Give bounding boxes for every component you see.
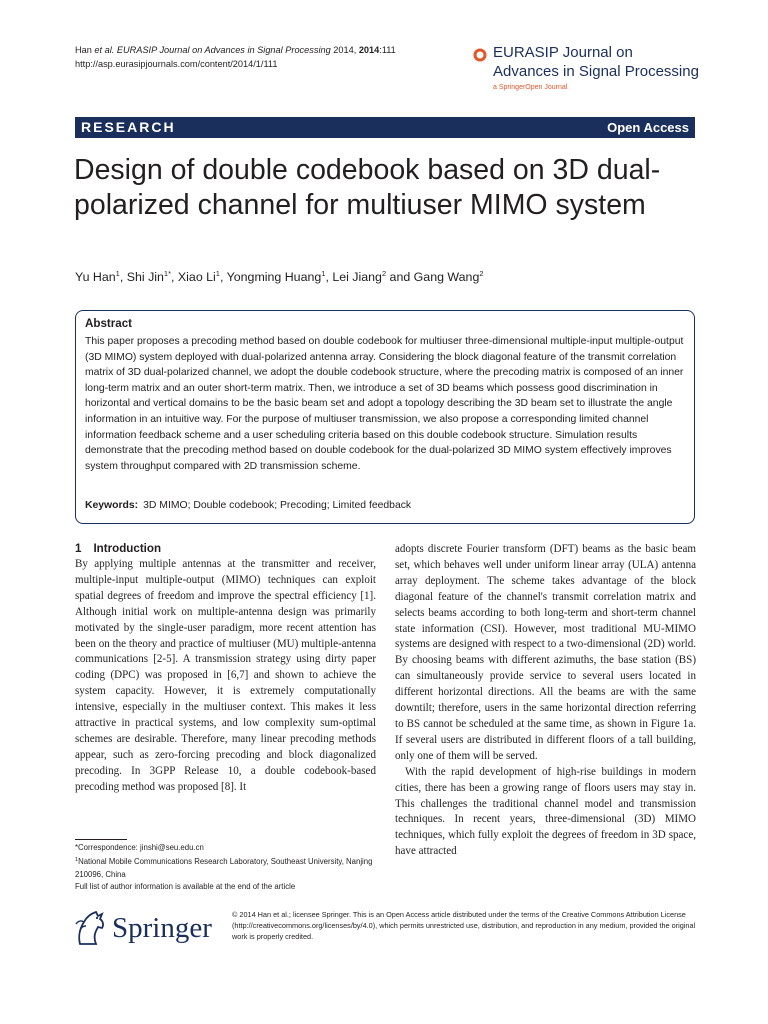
footnotes: [75, 842, 381, 894]
body-column-right: [395, 542, 696, 860]
section-heading: [75, 542, 161, 555]
abstract-box: [75, 310, 695, 524]
open-access-label: Open Access: [607, 120, 689, 135]
author: Xiao Li$^1$,: [177, 269, 227, 284]
citation-volume: 2014: [358, 45, 380, 55]
keywords-text: 3D MIMO; Double codebook; Precoding; Limited feedback: [143, 500, 412, 511]
journal-tagline: a SpringerOpen Journal: [493, 84, 568, 91]
springer-horse-icon: [72, 908, 108, 948]
author-list: [75, 266, 715, 285]
eurasip-ring-icon: [473, 48, 487, 62]
author: Gang Wang$^2$: [413, 269, 484, 284]
footnote-rule: [75, 839, 127, 840]
author: Shi Jin$^{1*}$,: [126, 269, 178, 284]
abstract-heading: Abstract: [85, 317, 133, 330]
author: Lei Jiang$^2$ and: [332, 269, 414, 284]
section-number: 1: [75, 542, 82, 555]
author: Yongming Huang$^1$,: [226, 269, 333, 284]
springer-logo: [72, 908, 222, 952]
keywords-label: Keywords:: [85, 500, 139, 511]
affiliation-note: $^1$National Mobile Communications Research Laboratory, Southeast University, Nanjing 210096, China: [75, 857, 373, 879]
springer-wordmark: Springer: [112, 912, 212, 944]
abstract-text: This paper proposes a precoding method based on double codebook for multiuser three-dimensional multiple-input multiple-output (3D MIMO) system deployed with dual-polarized antenna array. Considering the block diagonal feature of the transmit correlation matrix of 3D dual-polarized channel, we adopt the double codebook structure, where the precoding matrix is composed of an inner long-term matrix and an outer short-term matrix. Then, we introduce a set of 3D beams which possess good discrimination in horizontal and vertical domains to be the basic beam set and adopt a topology describing the 3D beam set to illustrate the angle information in an intuitive way. For the purpose of multiuser transmission, we also propose a corresponding limited channel information feedback scheme and a user scheduling criteria based on this double codebook structure. Simulation results demonstrate that the precoding method based on double codebook for the dual-polarized 3D MIMO system effectively improves system throughput compared with 2D transmission scheme.: [85, 336, 684, 472]
body-paragraph: adopts discrete Fourier transform (DFT) beams as the basic beam set, which behaves well under uniform linear array (ULA) antenna array deployment. The scheme takes advantage of the block diagonal feature of the channel's transmit correlation matrix and selects beams according to both long-term and short-term channel state information (CSI). However, most traditional MU-MIMO systems are designed with respect to a two-dimensional (2D) world. By choosing beams with different azimuths, the base station (BS) can simultaneously provide service to several users located in different horizontal directions. All the beams are with the same downtilt; therefore, users in the same horizontal direction referring to BS cannot be scheduled at the same time, as shown in Figure 1a. If several users are distributed in different floors of a tall building, only one of them will be served.: [395, 543, 696, 762]
citation-journal: et al. EURASIP Journal on Advances in Signal Processing: [94, 45, 331, 55]
author-info-note: Full list of author information is available at the end of the article: [75, 882, 296, 892]
article-type-bar: [75, 117, 695, 138]
citation-line: Han et al. EURASIP Journal on Advances in Signal Processing 2014, 2014:111: [75, 45, 396, 55]
body-paragraph: By applying multiple antennas at the transmitter and receiver, multiple-input multiple-output (MIMO) techniques can exploit spatial degrees of freedom and improve the spectral efficiency [1]. Although initial work on multiple-antenna design was primarily motivated by the single-user paradigm, more recent attention has been on the theory and practice of multiuser (MU) multiple-antenna communications [2-5]. A transmission strategy using dirty paper coding (DPC) was proposed in [6,7] and shown to achieve the system capacity. However, it is extremely computationally intensive, especially in the multiuser context. This makes it less attractive in practical systems, and low complexity sum-optimal schemes are desirable. Therefore, many linear precoding methods appear, such as zero-forcing precoding and block diagonalized precoding. In 3GPP Release 10, a double codebook-based precoding method was proposed [8]. It: [75, 558, 376, 793]
author: Yu Han$^1$,: [75, 269, 127, 284]
article-type-label: RESEARCH: [81, 119, 176, 135]
citation-header: [75, 43, 396, 71]
correspondence-note: *Correspondence: jinshi@seu.edu.cn: [75, 843, 204, 852]
journal-name-line1: EURASIP Journal on: [493, 44, 633, 61]
body-paragraph: With the rapid development of high-rise buildings in modern cities, there has been a growing range of floors users may stay in. This challenges the traditional channel model and transmission techniques. In recent years, three-dimensional (3D) MIMO techniques, which fully exploit the degrees of freedom in 3D space, have attracted: [395, 765, 696, 858]
article-url-link[interactable]: http://asp.eurasipjournals.com/content/2014/1/111: [75, 59, 278, 69]
keywords: [85, 499, 689, 513]
license-text: © 2014 Han et al.; licensee Springer. This is an Open Access article distributed under the terms of the Creative Commons Attribution License (http://creativecommons.org/licenses/by/4.0), which permits unrestricted use, distribution, and reproduction in any medium, provided the original work is properly credited.: [232, 910, 696, 941]
journal-name-line2: Advances in Signal Processing: [493, 63, 699, 80]
body-column-left: [75, 557, 376, 796]
paper-title: Design of double codebook based on 3D dual-polarized channel for multiuser MIMO system: [74, 154, 661, 221]
section-title: Introduction: [93, 542, 162, 555]
